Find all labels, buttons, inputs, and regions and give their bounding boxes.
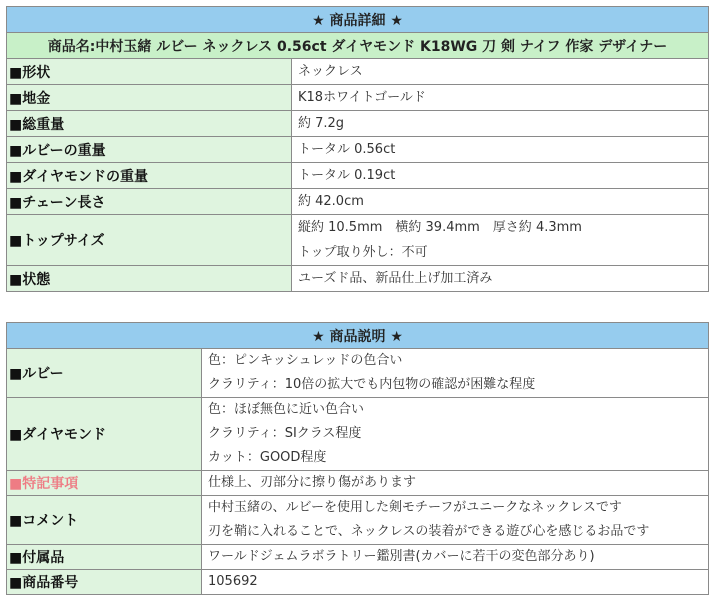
table-row [7,545,709,570]
row-label: ■コメント [7,496,202,545]
row-label: ■付属品 [7,545,202,570]
row-value: 色：ピンキッシュレッドの色合い クラリティ：10倍の拡大でも内包物の確認が困難な程度 [202,349,709,398]
row-label: ■ルビーの重量 [7,137,292,163]
table-row [7,570,709,595]
row-value: 中村玉緒の、ルビーを使用した剣モチーフがユニークなネックレスです 刃を鞘に入れることで、ネックレスの装着ができる遊び心を感じるお品です [202,496,709,545]
row-label: ■総重量 [7,111,292,137]
row-label: ■ダイヤモンド [7,398,202,471]
special-notes-label: ■特記事項 [7,471,202,496]
row-value: 105692 [202,570,709,595]
row-value: トータル 0.19ct [292,163,709,189]
table-row [7,189,709,215]
table-row [7,215,709,266]
details-header-row [7,7,709,33]
table-row [7,266,709,292]
row-label: ■商品番号 [7,570,202,595]
table-row [7,163,709,189]
table-row [7,137,709,163]
product-description-table [6,322,709,595]
row-value: 仕様上、刃部分に擦り傷があります [202,471,709,496]
row-label: ■ルビー [7,349,202,398]
description-header: ★ 商品説明 ★ [7,323,709,349]
row-value: 色：ほぼ無色に近い色合い クラリティ：SIクラス程度 カット：GOOD程度 [202,398,709,471]
row-value: トータル 0.56ct [292,137,709,163]
details-header: ★ 商品詳細 ★ [7,7,709,33]
table-row [7,59,709,85]
row-value: 縦約 10.5mm 横約 39.4mm 厚さ約 4.3mm トップ取り外し：不可 [292,215,709,266]
table-row [7,398,709,471]
row-label: ■トップサイズ [7,215,292,266]
product-details-table [6,6,709,292]
row-value: ネックレス [292,59,709,85]
table-row [7,496,709,545]
table-row [7,85,709,111]
table-row [7,349,709,398]
table-row [7,111,709,137]
description-header-row [7,323,709,349]
table-row [7,471,709,496]
row-value: ユーズド品、新品仕上げ加工済み [292,266,709,292]
product-name: 商品名:中村玉緒 ルビー ネックレス 0.56ct ダイヤモンド K18WG 刀 剣 ナイフ 作家 デザイナー [7,33,709,59]
row-label: ■チェーン長さ [7,189,292,215]
row-value: 約 42.0cm [292,189,709,215]
row-label: ■状態 [7,266,292,292]
row-value: ワールドジェムラボラトリー鑑別書(カバーに若干の変色部分あり) [202,545,709,570]
row-value: K18ホワイトゴールド [292,85,709,111]
row-label: ■形状 [7,59,292,85]
row-label: ■地金 [7,85,292,111]
row-value: 約 7.2g [292,111,709,137]
product-name-row [7,33,709,59]
row-label: ■ダイヤモンドの重量 [7,163,292,189]
